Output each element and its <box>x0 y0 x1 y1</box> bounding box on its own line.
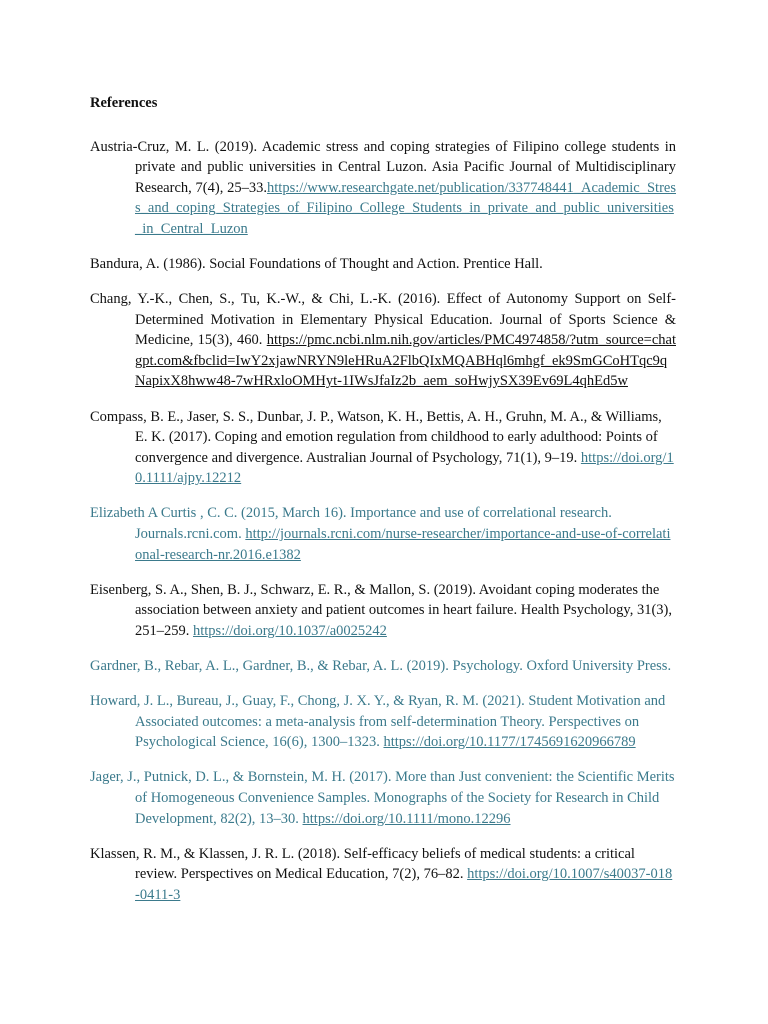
reference-link[interactable]: https://doi.org/10.1037/a0025242 <box>193 622 387 639</box>
reference-text: Klassen, R. M., & Klassen, J. R. L. (2018). Self-efficacy beliefs of medical students: a critical review. Perspectives on Medical Education, 7(2), 76–82. <box>90 845 635 883</box>
reference-entry <box>90 691 676 753</box>
reference-text: Compass, B. E., Jaser, S. S., Dunbar, J. P., Watson, K. H., Bettis, A. H., Gruhn, M. A., & Williams, E. K. (2017). Coping and emotion regulation from childhood to early adulthood: Points of convergence and divergence. Australian Journal of Psychology, 71(1), 9–19. <box>90 408 662 466</box>
reference-entry <box>90 289 676 392</box>
reference-link[interactable]: https://doi.org/10.1111/mono.12296 <box>302 810 511 827</box>
reference-entry <box>90 844 676 906</box>
reference-text: Eisenberg, S. A., Shen, B. J., Schwarz, E. R., & Mallon, S. (2019). Avoidant coping moderates the association between anxiety and patient outcomes in heart failure. Health Psychology, 31(3), 251–259. <box>90 581 673 639</box>
reference-link[interactable]: https://doi.org/10.1177/1745691620966789 <box>383 734 636 751</box>
reference-text: Bandura, A. (1986). Social Foundations of Thought and Action. Prentice Hall. <box>90 255 543 272</box>
reference-link[interactable]: https://doi.org/10.1111/ajpy.12212 <box>135 449 674 487</box>
reference-link[interactable]: https://www.researchgate.net/publication/337748441_Academic_Stress_and_coping_Strategies_of_Filipino_College_Students_in_private_and_public_universities_in_Central_Luzon <box>135 179 676 237</box>
reference-entry <box>90 254 676 275</box>
reference-entry <box>90 767 676 829</box>
reference-link[interactable]: http://journals.rcni.com/nurse-researcher/importance-and-use-of-correlational-research-nr.2016.e1382 <box>135 526 671 563</box>
reference-entry <box>90 580 676 642</box>
reference-text: Jager, J., Putnick, D. L., & Bornstein, M. H. (2017). More than Just convenient: the Scientific Merits of Homogeneous Convenience Samples. Monographs of the Society for Research in Child Development, 82(2), 13–30. <box>90 769 675 827</box>
references-heading: References <box>90 95 158 111</box>
reference-entry <box>90 407 676 489</box>
reference-entry <box>90 503 676 565</box>
reference-link[interactable]: https://doi.org/10.1007/s40037-018-0411-3 <box>135 866 673 903</box>
reference-list <box>90 122 676 916</box>
reference-entry <box>90 656 676 677</box>
reference-link[interactable]: https://pmc.ncbi.nlm.nih.gov/articles/PMC4974858/?utm_source=chatgpt.com&fbclid=IwY2xjawNRYN9leHRuA2FlbQIxMQABHql6mhgf_ek9SmGCoHTqc9qNapixX8hww48-7wHRxloOMHyt-1IWsJfaIz2b_aem_soHwjySX39Ev69L4qhEd5w <box>135 332 676 390</box>
reference-text: Gardner, B., Rebar, A. L., Gardner, B., & Rebar, A. L. (2019). Psychology. Oxford University Press. <box>90 657 672 674</box>
reference-entry <box>90 137 676 240</box>
reference-text: Chang, Y.-K., Chen, S., Tu, K.-W., & Chi, L.-K. (2016). Effect of Autonomy Support on Self-Determined Motivation in Elementary Physical Education. Journal of Sports Science & Medicine, 15(3), 460. <box>90 291 676 349</box>
reference-text: Howard, J. L., Bureau, J., Guay, F., Chong, J. X. Y., & Ryan, R. M. (2021). Student Motivation and Associated outcomes: a meta-analysis from self-determination Theory. Perspectives on Psychological Science, 16(6), 1300–1323. <box>90 693 666 751</box>
reference-text: Elizabeth A Curtis , C. C. (2015, March 16). Importance and use of correlational research. Journals.rcni.com. <box>90 505 612 542</box>
reference-text: Austria-Cruz, M. L. (2019). Academic stress and coping strategies of Filipino college students in private and public universities in Central Luzon. Asia Pacific Journal of Multidisciplinary Research, 7(4), 25–33. <box>90 138 676 196</box>
